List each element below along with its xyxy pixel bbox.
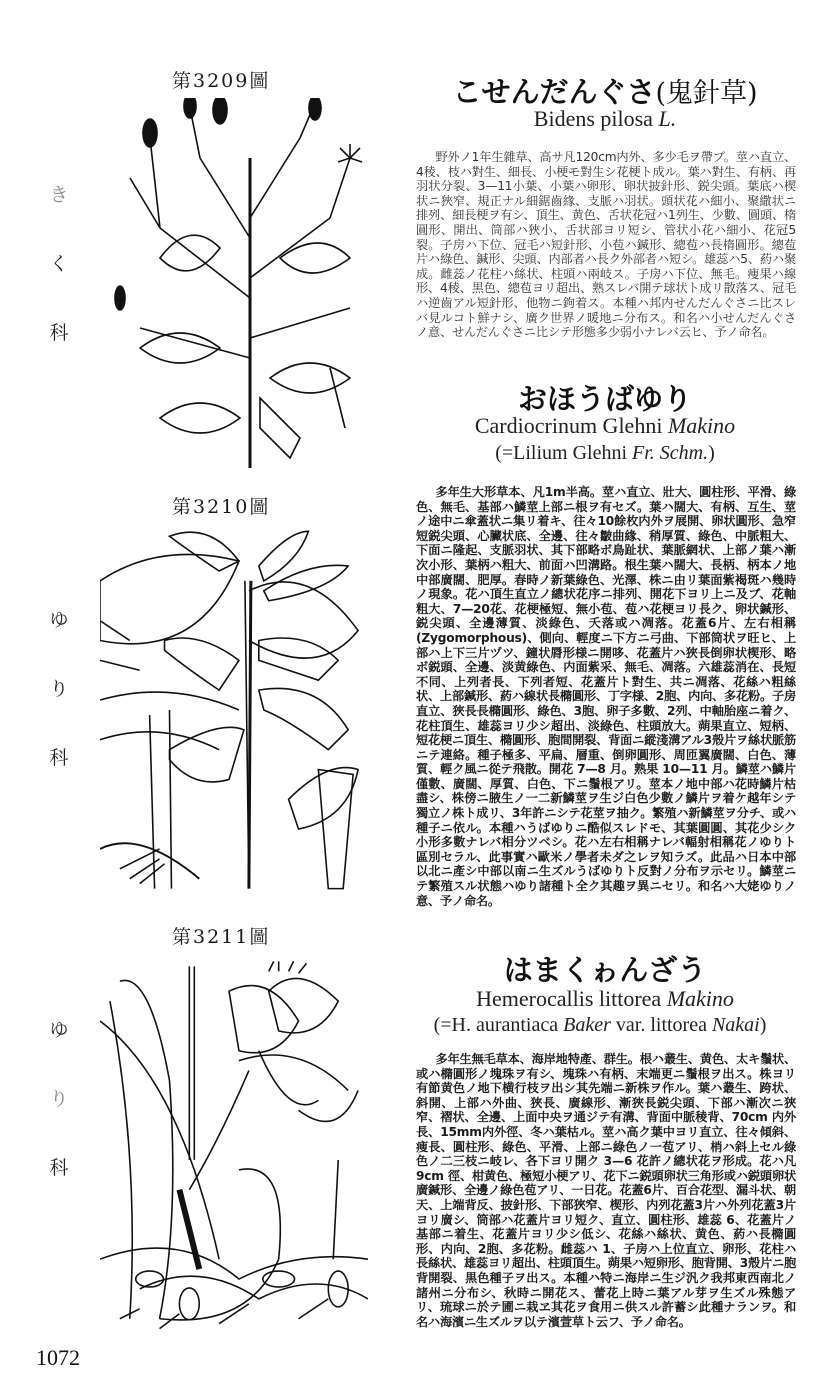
family-label-yuri-2 [44,1015,74,1222]
family-label-yuri-1 [44,605,74,812]
family-label-kiku [44,180,74,387]
synonym-suffix: ) [759,1014,767,1036]
species-authority: Makino [667,413,736,438]
synonym-suffix: ) [708,442,715,464]
figure-label-3209: 第3209圖 [172,70,271,92]
figure-label-3210: 第3210圖 [172,496,271,518]
page-number: 1072 [36,1345,80,1370]
family-char: り [49,1088,69,1110]
family-char: ゆ [49,1019,69,1041]
description-cardiocrinum: 多年生大形草本、凡1m半高。莖ハ直立、壯大、圓柱形、平滑、綠色、無毛、基部ハ鱗莖上部ニ根ヲ有セズ。葉ハ闊大、有柄、互生、莖ノ途中ニ傘蓋状ニ集リ着キ、往々10餘枚内外ヲ展開、卵状圓形、急窄短鋭尖頭、心臟状底、全邊、往々皺曲緣、稍厚質、綠色、中脈粗大、下面ニ隆起、支脈羽状、其下部略ボ鳥趾状、葉脈網状、上部ノ葉ハ漸次小形、葉柄ハ粗大、前面ハ凹溝路。根生葉ハ闊大、長柄、柄本ノ地中部廣闊、肥厚。春時ノ新葉綠色、光澤、株ニ由リ葉面紫褐斑ハ幾時ノ現象。花ハ頂生直立ノ總状花序ニ排列、開花下ヨリ上ニ及ブ、花軸粗大、7—20花、花梗極短、無小苞、苞ハ花梗ヨリ長ク、卵状鍼形、鋭尖頭、全邊薄質、淡綠色、夭落或ハ凋落。花蓋6片、左右相稱(Zygomorphous)、側向、輕度ニ下方ニ弓曲、下部筒状ヲ旺ヒ、上部ハ上下三片ヅツ、鐘状脣形様ニ開哆、花蓋片ハ狹長倒卵状楔形、略ボ鋭頭、全邊、淡黄綠色、内面紫采、無毛、凋落。六雄蕊消在、長短不同、上列者長、下列者短、花蓋片ト對生、共ニ凋落、花絲ハ粗絲状、上部鍼形、葯ハ線状長橢圓形、丁字様、2胞、内向、多花粉。子房直立、狹長長橢圓形、綠色、3胞、卵子多數、2列、中軸胎座ニ着ク、花柱頂生、雄蕊ヨリ少シ超出、淡綠色、柱頭放大。蒴果直立、短柄、短花梗ニ頂生、橢圓形、胞間開裂、背面ニ縱淺溝アル3殼片ヲ絲状脈筋ニテ連絡。種子極多、平扁、層重、倒卵圓形、周匝翼廣闊、白色、薄質、輕ク風ニ從テ飛散。開花 7—8 月。熟果 10—11 月。鱗莖ハ鱗片僅數、廣闊、厚質、白色、下ニ鬚根アリ。莖本ノ地中部ハ花時鱗片枯盡シ、株傍ニ腋生ノ一二新鱗莖ヲ生ジ白色少數ノ鱗片ヲ着ケ越年シテ獨立ノ株ト成リ、3年許ニシテ花莖ヲ抽ク。繁殖ハ新鱗莖ヲ分チ、或ハ種子ニ依ル。本種ハうばゆりニ酷似スレドモ、其葉圓圓、其花少シク小形多數ナレバ相分ツベシ。花ハ左右相稱ナレバ輻射相稱花ノゆりト區別セラル、此事實ハ歐米ノ學者未ダ之レヲ知ラズ。此品ハ日本中部以北ニ產シ中部以南ニ生ズルうばゆりト反對ノ分布ヲ示セリ。鱗莖ニテ繁殖スル状態ハゆり諸種ト全ク其趣ヲ異ニセリ。和名ハ大姥ゆりノ意、予ノ命名。 [416,485,796,908]
entry-title-hamakuwanzau: はまくゎんざう [503,953,707,987]
family-char: 科 [49,1157,69,1179]
scientific-name-bidens [400,106,810,132]
family-char: 科 [49,747,69,769]
description-hemerocallis: 多年生無毛草本、海岸地特產、群生。根ハ叢生、黄色、太キ鬚状、或ハ橢圓形ノ塊珠ヲ有シ、塊珠ハ有柄、末端更ニ鬚根ヲ出ス。株ヨリ有節黄色ノ地下横行枝ヲ出シ其先端ニ新株ヲ作ル。葉ハ叢生、跨状、斜開、上部ハ外曲、狹長、廣線形、漸狹長鋭尖頭、下部ハ漸次ニ狹窄、褶状、全邊、上面中央ヲ通ジテ有溝、背面中脈稜背、70cm 内外長、15mm内外徑、冬ハ葉枯ル。莖ハ高ク葉中ヨリ直立、往々傾斜、痩長、圓柱形、綠色、平滑、上部ニ綠色ノ一苞アリ、梢ハ斜上セル綠色ノ二三枝ニ岐レ、各下ヨリ開ク 3—6 花許ノ總状花ヲ形成。花ハ凡 9cm 徑、柑黄色、極短小梗アリ、花下ニ鋭頭卵状三角形或ハ鋭頭卵状廣鍼形、全邊ノ綠色苞アリ、一日花。花蓋6片、百合花型、漏斗状、朝天、上端背反、披針形、下部狹窄、楔形、内列花蓋3片ハ外列花蓋3片ヨリ廣シ、筒部ハ花蓋片ヨリ短ク、直立、圓柱形、雄蕊 6、花蓋片ノ基部ニ着生、花蓋片ヨリ少シ低シ、花絲ハ絲状、黄色、葯ハ長橢圓形、内向、2胞、多花粉。雌蕊ハ 1、子房ハ上位直立、卵形、花柱ハ長絲状、雄蕊ヨリ超出、柱頭頂生。蒴果ハ短卵形、胞背開、3殼片ニ胞背開裂、黒色種子ヲ出ス。本種ハ特ニ海岸ニ生ジ汎ク我邦東西南北ノ諸州ニ分布シ、秋時ニ開花ス、蕾花上時ニ葉アル芽ヲ生ズル殊態アリ、琉球ニ於テ圃ニ栽ヱ其花ヲ食用ニ供スル許蓄シ此種ナランヲ。和名ハ海濱ニ生ズルヲ以テ濱萱草ト云フ、予ノ命名。 [416,1052,796,1329]
species-name: Bidens pilosa [533,106,653,131]
synonym-authority: Fr. Schm. [632,442,709,464]
entry-title-kosendangusa [400,70,810,111]
figure-label-3211: 第3211圖 [172,926,271,948]
species-name: Cardiocrinum Glehni [474,413,663,438]
family-char: き [49,184,69,206]
synonym-variety-authority: Nakai [711,1014,760,1036]
synonym-name: (=H. aurantiaca [433,1014,559,1036]
cardiocrinum-glehni-illustration [100,520,368,890]
bidens-pilosa-illustration [100,98,368,468]
description-bidens: 野外ノ1年生雜草、高サ凡120cm内外、多少毛ヲ帶ブ。莖ハ直立、4稜、枝ハ對生、細長、小梗モ對生シ花梗ト成ル。葉ハ對生、有柄、再羽状分裂、3—11小葉、小葉ハ卵形、卵状披針形、鋭尖頭。葉底ハ楔状ニ狹窄、規正ナル細鋸齒緣、支脈ハ羽状。頭状花ハ細小、聚繖状ニ排列、細長梗ヲ有シ、頂生、黄色、舌状花冠ハ1列生、少數、圓頭、楕圓形、開出、筒部ハ狹小、舌状部ヨリ短シ、管状小花ハ細小、花冠5裂。子房ハ下位、冠毛ハ短針形、小苞ハ鍼形、總苞ハ長楕圓形。總苞片ハ綠色、鍼形、尖頭、内部者ハ長ク外部者ハ短シ。雄蕊ハ5、葯ハ聚成。雌蕊ノ花柱ハ絲状、柱頭ハ兩岐ス。子房ハ下位、無毛。痩果ハ線形、4稜、黒色、總苞ヨリ超出、熟スレバ開テ球状ト成リ散落ス、冠毛ハ逆齒アル短針形、他物ニ鉤着ス。本種ハ邦内せんだんぐさニ比スレバ見ルコト鮮ナシ、廣ク世界ノ暖地ニ分布ス。和名ハ小せんだんぐさノ意、せんだんぐさニ比シテ形態多少弱小ナレバ云ヒ、予ノ命名。 [416,150,796,340]
family-char: り [49,678,69,700]
family-char: 科 [49,322,69,344]
synonym-h-aurantiaca [360,1014,840,1037]
species-authority: L. [658,106,677,131]
species-authority: Makino [666,986,734,1011]
scientific-name-hemerocallis [400,986,810,1012]
species-name: Hemerocallis littorea [476,986,662,1011]
synonym-variety: var. littorea [615,1014,707,1036]
hemerocallis-littorea-illustration [100,960,368,1340]
synonym-lilium-glehni [400,442,810,465]
synonym-name: (=Lilium Glehni [495,442,628,464]
scientific-name-cardiocrinum [400,413,810,439]
kanji-name: (鬼針草) [655,78,758,109]
family-char: く [49,253,69,275]
synonym-authority: Baker [563,1014,611,1036]
entry-title-ohoubayuri: おほうばゆり [517,382,692,416]
japanese-name: こせんだんぐさ [452,75,656,109]
family-char: ゆ [49,609,69,631]
